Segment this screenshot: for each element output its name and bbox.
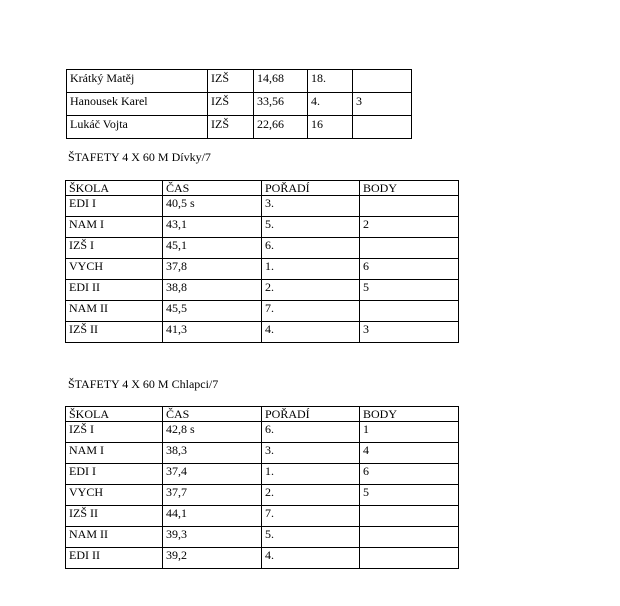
section-heading-boys-relay: ŠTAFETY 4 X 60 M Chlapci/7	[68, 377, 219, 391]
result-cell: 14,68	[254, 70, 308, 93]
time-cell: 37,7	[163, 485, 262, 506]
name-cell: Krátký Matěj	[67, 70, 208, 93]
table-row	[66, 280, 459, 301]
rank-cell: 2.	[262, 485, 360, 506]
table-row	[66, 464, 459, 485]
time-cell: 40,5 s	[163, 196, 262, 217]
table-row	[66, 196, 459, 217]
table-row	[66, 422, 459, 443]
time-cell: 43,1	[163, 217, 262, 238]
individual-results-table	[66, 69, 412, 139]
table-header-row	[66, 407, 459, 422]
points-cell: 6	[360, 259, 459, 280]
table-row	[66, 506, 459, 527]
school-cell: IZŠ	[208, 93, 254, 116]
time-cell: 39,2	[163, 548, 262, 569]
result-cell: 33,56	[254, 93, 308, 116]
rank-cell: 4.	[262, 322, 360, 343]
table-row	[66, 548, 459, 569]
time-cell: 45,5	[163, 301, 262, 322]
school-cell: IZŠ II	[66, 506, 163, 527]
school-cell: EDI I	[66, 196, 163, 217]
school-cell: IZŠ I	[66, 238, 163, 259]
table-row	[66, 217, 459, 238]
points-cell	[353, 116, 412, 139]
header-school: ŠKOLA	[66, 407, 163, 422]
time-cell: 38,8	[163, 280, 262, 301]
points-cell	[360, 548, 459, 569]
header-time: ČAS	[163, 181, 262, 196]
school-cell: EDI II	[66, 548, 163, 569]
girls-relay-table	[65, 180, 459, 343]
points-cell	[360, 527, 459, 548]
rank-cell: 16	[308, 116, 353, 139]
header-points: BODY	[360, 181, 459, 196]
time-cell: 38,3	[163, 443, 262, 464]
school-cell: VYCH	[66, 485, 163, 506]
time-cell: 39,3	[163, 527, 262, 548]
table-row	[66, 301, 459, 322]
school-cell: EDI I	[66, 464, 163, 485]
rank-cell: 3.	[262, 443, 360, 464]
table-row	[67, 70, 412, 93]
header-school: ŠKOLA	[66, 181, 163, 196]
rank-cell: 1.	[262, 464, 360, 485]
name-cell: Hanousek Karel	[67, 93, 208, 116]
boys-relay-table	[65, 406, 459, 569]
name-cell: Lukáč Vojta	[67, 116, 208, 139]
rank-cell: 7.	[262, 506, 360, 527]
rank-cell: 7.	[262, 301, 360, 322]
school-cell: EDI II	[66, 280, 163, 301]
result-cell: 22,66	[254, 116, 308, 139]
rank-cell: 6.	[262, 238, 360, 259]
time-cell: 41,3	[163, 322, 262, 343]
rank-cell: 4.	[308, 93, 353, 116]
points-cell: 3	[360, 322, 459, 343]
school-cell: IZŠ	[208, 116, 254, 139]
time-cell: 37,8	[163, 259, 262, 280]
points-cell: 5	[360, 280, 459, 301]
points-cell	[360, 238, 459, 259]
rank-cell: 6.	[262, 422, 360, 443]
time-cell: 45,1	[163, 238, 262, 259]
rank-cell: 3.	[262, 196, 360, 217]
points-cell: 5	[360, 485, 459, 506]
time-cell: 44,1	[163, 506, 262, 527]
table-row	[66, 527, 459, 548]
points-cell: 6	[360, 464, 459, 485]
header-points: BODY	[360, 407, 459, 422]
school-cell: VYCH	[66, 259, 163, 280]
school-cell: NAM I	[66, 443, 163, 464]
table-row	[66, 322, 459, 343]
rank-cell: 4.	[262, 548, 360, 569]
rank-cell: 5.	[262, 527, 360, 548]
time-cell: 37,4	[163, 464, 262, 485]
points-cell: 3	[353, 93, 412, 116]
table-row	[66, 485, 459, 506]
table-row	[66, 443, 459, 464]
table-row	[67, 116, 412, 139]
school-cell: IZŠ	[208, 70, 254, 93]
points-cell	[360, 301, 459, 322]
points-cell	[360, 506, 459, 527]
school-cell: IZŠ II	[66, 322, 163, 343]
table-row	[66, 238, 459, 259]
table-row	[67, 93, 412, 116]
header-rank: POŘADÍ	[262, 407, 360, 422]
section-heading-girls-relay: ŠTAFETY 4 X 60 M Dívky/7	[68, 150, 211, 164]
table-row	[66, 259, 459, 280]
points-cell	[353, 70, 412, 93]
points-cell	[360, 196, 459, 217]
school-cell: NAM I	[66, 217, 163, 238]
school-cell: NAM II	[66, 527, 163, 548]
school-cell: NAM II	[66, 301, 163, 322]
points-cell: 4	[360, 443, 459, 464]
rank-cell: 18.	[308, 70, 353, 93]
points-cell: 1	[360, 422, 459, 443]
rank-cell: 1.	[262, 259, 360, 280]
school-cell: IZŠ I	[66, 422, 163, 443]
header-rank: POŘADÍ	[262, 181, 360, 196]
table-header-row	[66, 181, 459, 196]
points-cell: 2	[360, 217, 459, 238]
rank-cell: 2.	[262, 280, 360, 301]
time-cell: 42,8 s	[163, 422, 262, 443]
rank-cell: 5.	[262, 217, 360, 238]
header-time: ČAS	[163, 407, 262, 422]
